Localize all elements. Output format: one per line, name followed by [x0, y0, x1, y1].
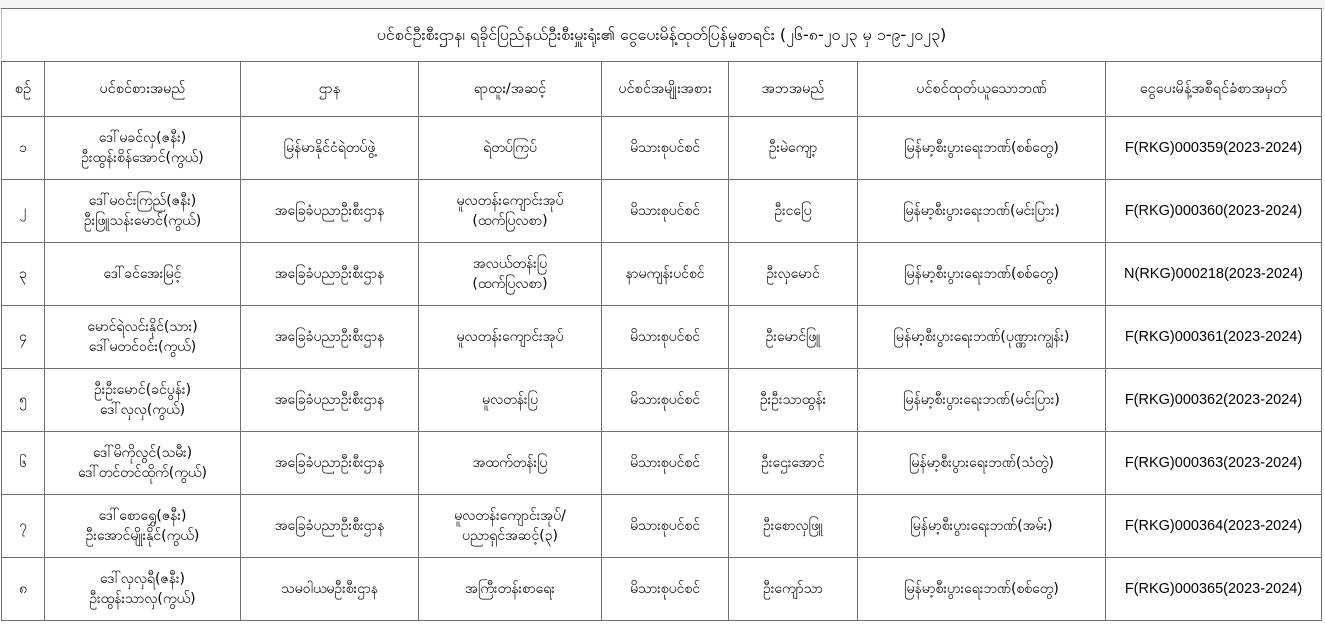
- header-row: [2, 62, 1322, 117]
- pensioner-name-line-2: ဦးဖြူသန်းမောင်(ကွယ်): [83, 213, 202, 229]
- cell-department[interactable]: အခြေခံပညာဦးစီးဌာန: [241, 369, 419, 432]
- cell-rank[interactable]: [419, 117, 602, 180]
- cell-department[interactable]: အခြေခံပညာဦးစီးဌာန: [241, 432, 419, 495]
- cell-father-name[interactable]: ဦးလှမောင်: [729, 243, 858, 306]
- pensioner-name-line-2: ဦးအောင်မျိုးနိုင်(ကွယ်): [85, 528, 200, 544]
- header-father-name[interactable]: အဘအမည်: [729, 62, 858, 117]
- cell-father-name[interactable]: ဦးမောင်ဖြူ: [729, 306, 858, 369]
- cell-bank[interactable]: မြန်မာ့စီးပွားရေးဘဏ်(စစ်တွေ): [858, 243, 1106, 306]
- cell-no[interactable]: ၄: [2, 306, 45, 369]
- rank-line-2: (ထက်ပြလစာ): [472, 213, 548, 229]
- cell-pension-type[interactable]: မိသားစုပင်စင်: [602, 180, 729, 243]
- cell-father-name[interactable]: ဦးကျော်သာ: [729, 558, 858, 621]
- cell-pension-type[interactable]: မိသားစုပင်စင်: [602, 558, 729, 621]
- table-title[interactable]: ပင်စင်ဦးစီးဌာန၊ ရခိုင်ပြည်နယ်ဦးစီးမှူးရုံး၏ ငွေပေးမိန့်ထုတ်ပြန်မှုစာရင်း (၂၆-၈-၂၀၂၃ မှ ၁-၉-၂၀၂၃): [2, 9, 1322, 62]
- cell-pension-type[interactable]: မိသားစုပင်စင်: [602, 432, 729, 495]
- cell-father-name[interactable]: ဦးမဲကျော့: [729, 117, 858, 180]
- cell-rank[interactable]: [419, 495, 602, 558]
- cell-father-name[interactable]: ဦးစောလှဖြူ: [729, 495, 858, 558]
- cell-pensioner-name[interactable]: [45, 495, 241, 558]
- cell-no[interactable]: ၈: [2, 558, 45, 621]
- table-row: [2, 243, 1322, 306]
- cell-pensioner-name[interactable]: [45, 117, 241, 180]
- cell-order-number[interactable]: N(RKG)000218(2023-2024): [1106, 243, 1322, 306]
- pensioner-name-line-1: ဒေါ်မခင်လှ(ဇနီး): [98, 130, 187, 146]
- cell-pension-type[interactable]: မိသားစုပင်စင်: [602, 306, 729, 369]
- cell-bank[interactable]: မြန်မာ့စီးပွားရေးဘဏ်(စစ်တွေ): [858, 558, 1106, 621]
- table-row: [2, 180, 1322, 243]
- pensioner-name-line-1: ဦးဦးမောင်(ခင်ပွန်း): [93, 382, 192, 398]
- rank-line-2: ပညာရှင်အဆင့်(၃): [461, 528, 559, 544]
- cell-pensioner-name[interactable]: [45, 369, 241, 432]
- cell-order-number[interactable]: F(RKG)000362(2023-2024): [1106, 369, 1322, 432]
- cell-no[interactable]: ၅: [2, 369, 45, 432]
- cell-order-number[interactable]: F(RKG)000359(2023-2024): [1106, 117, 1322, 180]
- header-rank[interactable]: ရာထူး/အဆင့်: [419, 62, 602, 117]
- rank-line-2: (ထက်ပြလစာ): [472, 276, 548, 292]
- cell-bank[interactable]: မြန်မာ့စီးပွားရေးဘဏ်(ပုဏ္ဏားကျွန်း): [858, 306, 1106, 369]
- cell-rank[interactable]: [419, 432, 602, 495]
- table-row: [2, 495, 1322, 558]
- cell-pension-type[interactable]: မိသားစုပင်စင်: [602, 369, 729, 432]
- cell-rank[interactable]: [419, 243, 602, 306]
- rank-line-1: ရဲတပ်ကြပ်: [483, 140, 537, 156]
- rank-line-1: မူလတန်းကျောင်းအုပ်: [456, 193, 564, 209]
- cell-pension-type[interactable]: မိသားစုပင်စင်: [602, 117, 729, 180]
- header-bank[interactable]: ပင်စင်ထုတ်ယူသောဘဏ်: [858, 62, 1106, 117]
- table-row: [2, 432, 1322, 495]
- cell-department[interactable]: အခြေခံပညာဦးစီးဌာန: [241, 243, 419, 306]
- table-row: [2, 117, 1322, 180]
- cell-bank[interactable]: မြန်မာ့စီးပွားရေးဘဏ်(သံတွဲ): [858, 432, 1106, 495]
- pensioner-name-line-1: ဒေါ်စောရွှေ(ဇနီး): [98, 508, 187, 524]
- pension-order-table: [1, 8, 1322, 621]
- cell-order-number[interactable]: F(RKG)000361(2023-2024): [1106, 306, 1322, 369]
- pensioner-name-line-1: ဒေါ်လှလှရီ(ဇနီး): [99, 571, 185, 587]
- pensioner-name-line-1: မောင်ရဲလင်းနိုင်(သား): [87, 319, 198, 335]
- table-row: [2, 558, 1322, 621]
- pensioner-name-line-2: ဦးထွန်းစိန်အောင်(ကွယ်): [81, 150, 204, 166]
- cell-pension-type[interactable]: မိသားစုပင်စင်: [602, 495, 729, 558]
- cell-rank[interactable]: [419, 306, 602, 369]
- header-no[interactable]: စဉ်: [2, 62, 45, 117]
- header-pension-type[interactable]: ပင်စင်အမျိုးအစား: [602, 62, 729, 117]
- pensioner-name-line-1: ဒေါ်မိကိုလွင်(သမီး): [92, 445, 193, 461]
- pensioner-name-line-1: ဒေါ်ခင်အေးမြင့်: [103, 266, 182, 282]
- cell-no[interactable]: ၂: [2, 180, 45, 243]
- cell-pensioner-name[interactable]: [45, 558, 241, 621]
- cell-department[interactable]: အခြေခံပညာဦးစီးဌာန: [241, 306, 419, 369]
- rank-line-1: မူလတန်းကျောင်းအုပ်/: [454, 508, 566, 524]
- cell-pension-type[interactable]: နာမကျန်းပင်စင်: [602, 243, 729, 306]
- rank-line-1: အလယ်တန်းပြ: [472, 256, 548, 272]
- pensioner-name-line-2: ဦးထွန်းသာလှ(ကွယ်): [89, 591, 196, 607]
- cell-rank[interactable]: [419, 558, 602, 621]
- cell-order-number[interactable]: F(RKG)000365(2023-2024): [1106, 558, 1322, 621]
- rank-line-1: အထက်တန်းပြ: [472, 455, 548, 471]
- cell-department[interactable]: အခြေခံပညာဦးစီးဌာန: [241, 180, 419, 243]
- pensioner-name-line-2: ဒေါ်လှလှ(ကွယ်): [99, 402, 186, 418]
- cell-order-number[interactable]: F(RKG)000363(2023-2024): [1106, 432, 1322, 495]
- cell-no[interactable]: ၁: [2, 117, 45, 180]
- cell-father-name[interactable]: ဦးငပြေ: [729, 180, 858, 243]
- pensioner-name-line-1: ဒေါ်မဝင်းကြည်(ဇနီး): [88, 193, 197, 209]
- rank-line-1: မူလတန်းကျောင်းအုပ်: [456, 329, 564, 345]
- cell-department[interactable]: မြန်မာနိုင်ငံရဲတပ်ဖွဲ့: [241, 117, 419, 180]
- cell-bank[interactable]: မြန်မာ့စီးပွားရေးဘဏ်(စစ်တွေ): [858, 117, 1106, 180]
- pensioner-name-line-2: ဒေါ်တင်တင်ထိုက်(ကွယ်): [78, 465, 207, 481]
- cell-rank[interactable]: [419, 180, 602, 243]
- cell-no[interactable]: ၇: [2, 495, 45, 558]
- header-pensioner-name[interactable]: ပင်စင်စားအမည်: [45, 62, 241, 117]
- cell-bank[interactable]: မြန်မာ့စီးပွားရေးဘဏ်(မင်းပြား): [858, 180, 1106, 243]
- cell-bank[interactable]: မြန်မာ့စီးပွားရေးဘဏ်(အမ်း): [858, 495, 1106, 558]
- table-row: [2, 306, 1322, 369]
- pensioner-name-line-2: ဒေါ်မတင်ဝင်း(ကွယ်): [88, 339, 197, 355]
- cell-father-name[interactable]: ဦးဌေးအောင်: [729, 432, 858, 495]
- cell-order-number[interactable]: F(RKG)000360(2023-2024): [1106, 180, 1322, 243]
- cell-department[interactable]: သမဝါယမဦးစီးဌာန: [241, 558, 419, 621]
- rank-line-1: မူလတန်းပြ: [482, 392, 538, 408]
- cell-rank[interactable]: [419, 369, 602, 432]
- cell-no[interactable]: ၆: [2, 432, 45, 495]
- cell-pensioner-name[interactable]: [45, 243, 241, 306]
- cell-pensioner-name[interactable]: [45, 306, 241, 369]
- cell-father-name[interactable]: ဦးဦးသာထွန်း: [729, 369, 858, 432]
- cell-pensioner-name[interactable]: [45, 180, 241, 243]
- cell-department[interactable]: အခြေခံပညာဦးစီးဌာန: [241, 495, 419, 558]
- cell-order-number[interactable]: F(RKG)000364(2023-2024): [1106, 495, 1322, 558]
- header-order-number[interactable]: ငွေပေးမိန့်အစီရင်ခံစာအမှတ်: [1106, 62, 1322, 117]
- cell-pensioner-name[interactable]: [45, 432, 241, 495]
- cell-no[interactable]: ၃: [2, 243, 45, 306]
- rank-line-1: အကြီးတန်းစာရေး: [465, 581, 555, 597]
- table-row: [2, 369, 1322, 432]
- header-department[interactable]: ဌာန: [241, 62, 419, 117]
- cell-bank[interactable]: မြန်မာ့စီးပွားရေးဘဏ်(မင်းပြား): [858, 369, 1106, 432]
